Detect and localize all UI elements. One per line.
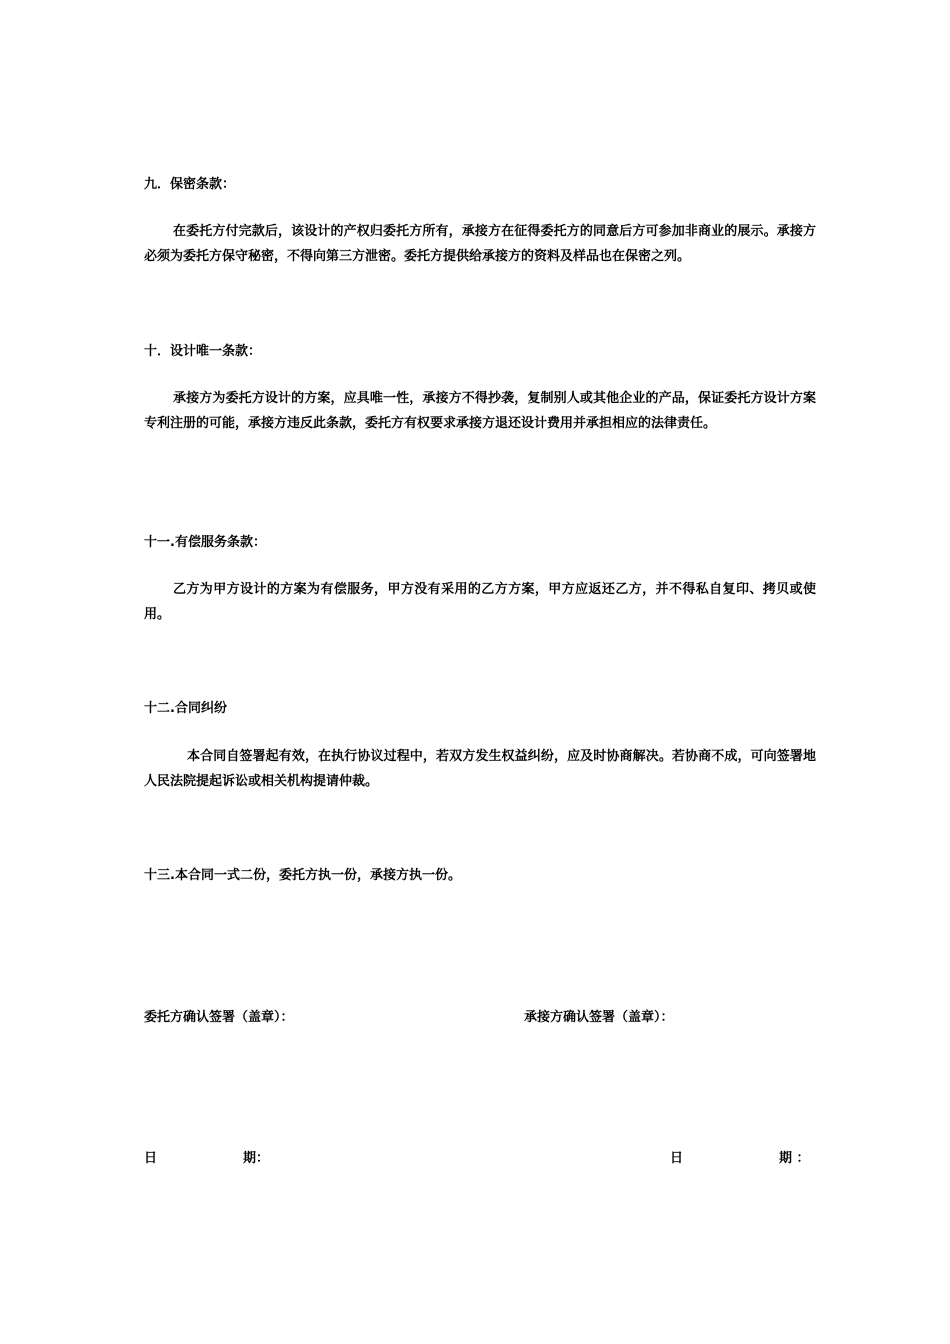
section-10-body: 承接方为委托方设计的方案，应具唯一性，承接方不得抄袭，复制别人或其他企业的产品，保证委托方设计方案专利注册的可能，承接方违反此条款，委托方有权要求承接方退还设计费用并承担相应的法律责任。 bbox=[144, 391, 816, 431]
section-9-heading: 九．保密条款： bbox=[144, 177, 236, 192]
contractor-date-label-day: 日 bbox=[670, 1151, 684, 1166]
contractor-date-label-period: 期 ： bbox=[779, 1151, 810, 1166]
section-12-heading: 十二.合同纠纷 bbox=[144, 701, 227, 716]
section-11-body: 乙方为甲方设计的方案为有偿服务，甲方没有采用的乙方方案，甲方应返还乙方，并不得私自复印、拷贝或使用。 bbox=[144, 582, 816, 622]
contractor-signature-label: 承接方确认签署（盖章）： bbox=[524, 1010, 674, 1025]
section-11-heading: 十一.有偿服务条款： bbox=[144, 535, 266, 550]
section-9-body: 在委托方付完款后，该设计的产权归委托方所有，承接方在征得委托方的同意后方可参加非商业的展示。承接方必须为委托方保守秘密，不得向第三方泄密。委托方提供给承接方的资料及样品也在保密之列。 bbox=[144, 224, 816, 264]
client-date-label-day: 日 bbox=[144, 1151, 158, 1166]
section-12-body: 本合同自签署起有效，在执行协议过程中，若双方发生权益纠纷，应及时协商解决。若协商不成，可向签署地人民法院提起诉讼或相关机构提请仲裁。 bbox=[144, 749, 816, 789]
client-date-label-period: 期： bbox=[243, 1151, 270, 1166]
section-10-heading: 十．设计唯一条款： bbox=[144, 344, 262, 359]
client-signature-label: 委托方确认签署（盖章）： bbox=[144, 1010, 294, 1025]
section-13-heading: 十三.本合同一式二份，委托方执一份，承接方执一份。 bbox=[144, 868, 461, 883]
